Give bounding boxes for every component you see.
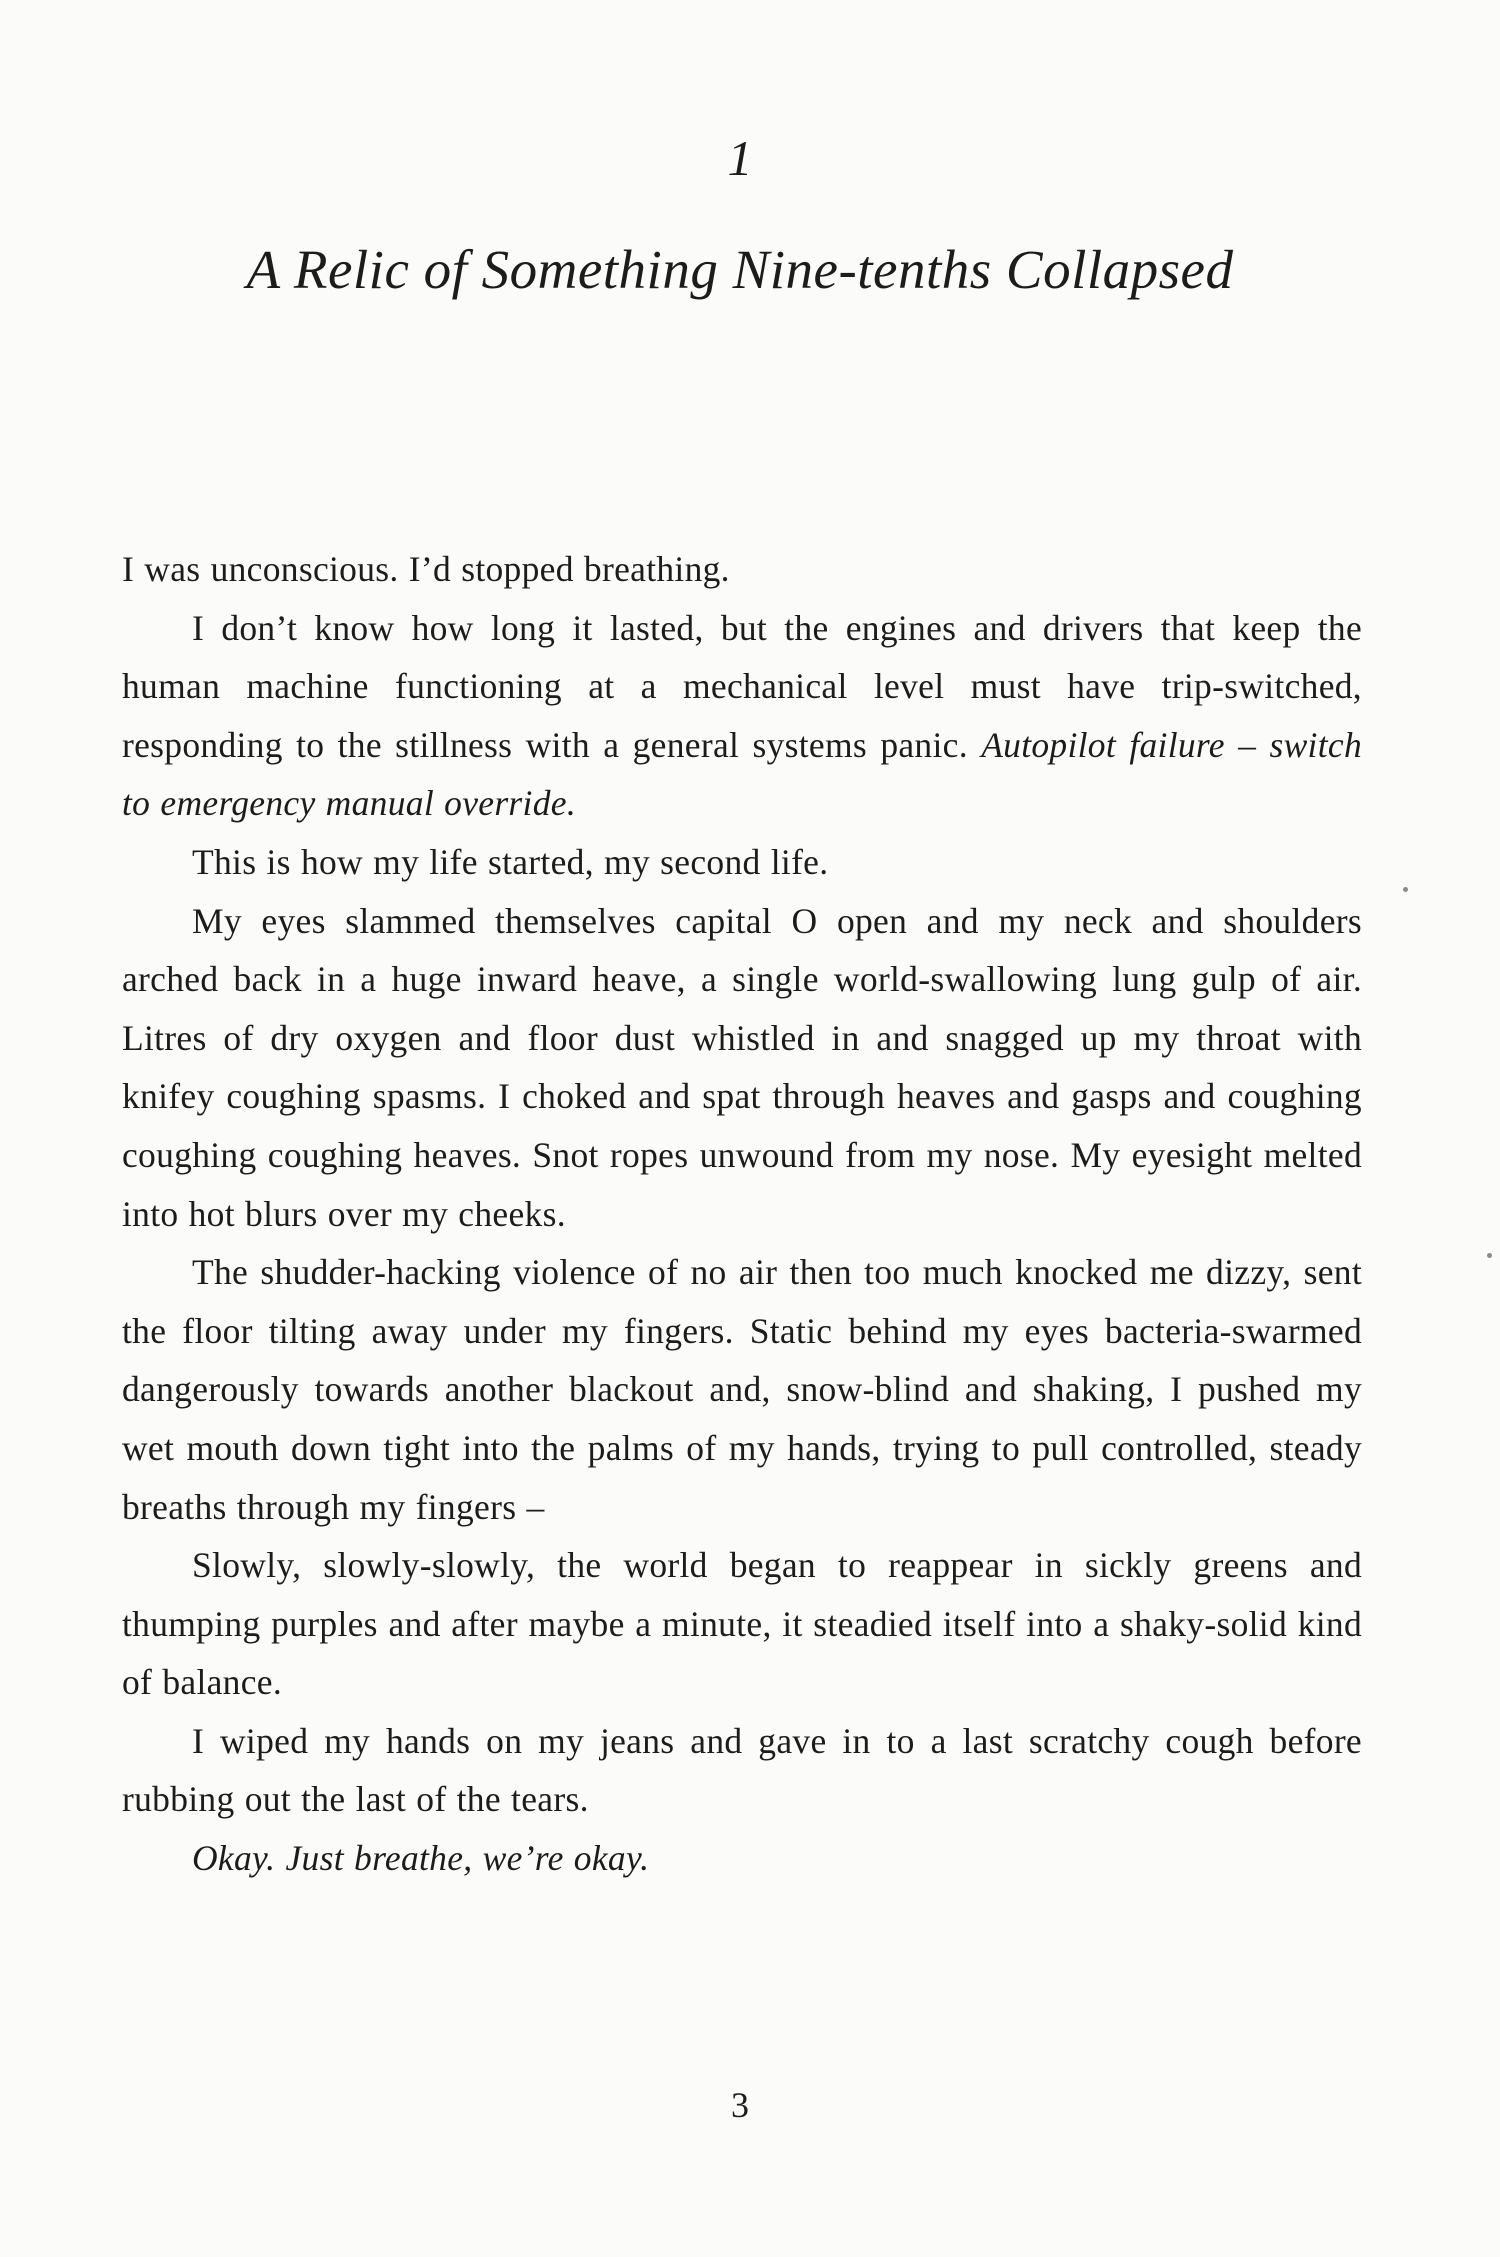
- paragraph-text: I wiped my hands on my jeans and gave in to a last scratchy cough before rubbing out the last of the tears.: [122, 1720, 1362, 1820]
- paragraph-text: My eyes slammed themselves capital O open and my neck and shoulders arched back in a huge inward heave, a single world-swallowing lung gulp of air. Litres of dry oxygen and floor dust whistled in and snagged up my throat with knifey coughing spasms. I choked and spat through heaves and gasps and coughing coughing coughing heaves. Snot ropes unwound from my nose. My eyesight melted into hot blurs over my cheeks.: [122, 900, 1362, 1234]
- paragraph: [122, 892, 1362, 1244]
- paragraph-text: I was unconscious. I’d stopped breathing.: [122, 549, 730, 589]
- paragraph: [122, 1536, 1362, 1712]
- chapter-body: [122, 540, 1362, 1888]
- paragraph: [122, 599, 1362, 833]
- paragraph: [122, 540, 1362, 599]
- paragraph: [122, 1712, 1362, 1829]
- paragraph-text: Slowly, slowly-slowly, the world began to reappear in sickly greens and thumping purples and after maybe a minute, it steadied itself into a shaky-solid kind of balance.: [122, 1545, 1362, 1703]
- paragraph-emphasis: Autopilot failure – switch to emergency manual override.: [122, 724, 1362, 824]
- paragraph-emphasis: Okay. Just breathe, we’re okay.: [192, 1838, 650, 1879]
- paragraph-text: This is how my life started, my second life.: [192, 841, 829, 882]
- chapter-title: A Relic of Something Nine-tenths Collapsed: [246, 239, 1234, 300]
- scan-speck: [1403, 887, 1408, 892]
- scan-speck: [1487, 1253, 1492, 1258]
- paragraph: [122, 1829, 1362, 1888]
- paragraph: [122, 1243, 1362, 1536]
- chapter-number: 1: [727, 130, 753, 186]
- paragraph-text: I don’t know how long it lasted, but the engines and drivers that keep the human machine functioning at a mechanical level must have trip-switched, responding to the stillness with a general systems panic.: [122, 607, 1362, 765]
- page-number: 3: [731, 2085, 749, 2125]
- paragraph-text: The shudder-hacking violence of no air then too much knocked me dizzy, sent the floor tilting away under my fingers. Static behind my eyes bacteria-swarmed dangerously towards another blackout and, snow-blind and shaking, I pushed my wet mouth down tight into the palms of my hands, trying to pull controlled, steady breaths through my fingers –: [122, 1252, 1362, 1527]
- paragraph: [122, 833, 1362, 892]
